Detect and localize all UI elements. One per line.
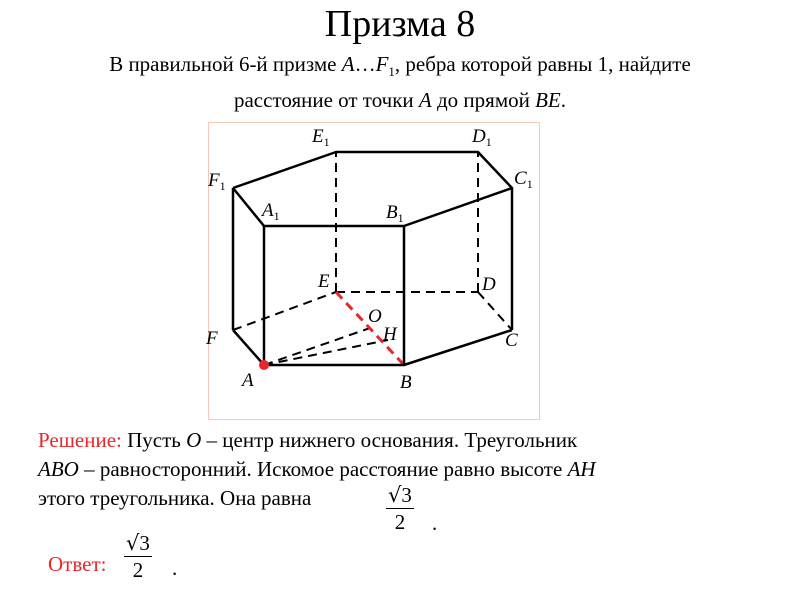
label-e: E bbox=[318, 271, 330, 292]
answer-end: . bbox=[172, 556, 178, 580]
label-h: H bbox=[383, 324, 397, 345]
label-e1: $E_1$ bbox=[312, 126, 330, 149]
label-f1: $F_1$ bbox=[208, 170, 226, 193]
solution-var-o: O bbox=[186, 428, 202, 452]
solution-fraction: $\frac{√3}{2}$ bbox=[388, 483, 412, 534]
solution-var-abo: ABO bbox=[38, 457, 79, 481]
solution-t1: Пусть bbox=[121, 428, 187, 452]
problem-text-end: . bbox=[560, 88, 567, 113]
edge-d-c bbox=[478, 292, 512, 330]
problem-point-a: A bbox=[418, 88, 432, 113]
solution-t2: – центр нижнего основания. Треугольник bbox=[201, 428, 578, 452]
solution-frac-den: 2 bbox=[394, 510, 406, 534]
bottom-front bbox=[233, 330, 512, 365]
problem-line-be: BE bbox=[535, 88, 561, 113]
answer-label: Ответ: bbox=[48, 552, 107, 576]
problem-text-mid: до прямой bbox=[431, 88, 536, 113]
point-a-marker bbox=[259, 360, 269, 370]
solution-var-ah: AH bbox=[567, 457, 596, 481]
solution-frac-end: . bbox=[432, 511, 438, 535]
label-a: A bbox=[242, 370, 254, 391]
problem-text-part1: В правильной 6-й призме bbox=[109, 52, 342, 76]
label-b1: $B_1$ bbox=[386, 202, 404, 225]
problem-text-part2: , ребра которой равны 1, найдите bbox=[394, 52, 691, 76]
answer-frac-num: 3 bbox=[139, 531, 150, 555]
problem-ellipsis: … bbox=[354, 52, 376, 76]
label-o: O bbox=[368, 306, 382, 327]
label-d1: $D_1$ bbox=[472, 126, 492, 149]
slide-title: Призма 8 bbox=[324, 3, 476, 45]
label-f: F bbox=[206, 328, 218, 349]
answer-frac-den: 2 bbox=[132, 558, 144, 582]
label-a1: $A_1$ bbox=[262, 200, 280, 223]
answer bbox=[48, 552, 106, 577]
solution-t3: – равносторонний. Искомое расстояние равно высоте bbox=[78, 457, 568, 481]
problem-var-a: A bbox=[341, 52, 355, 76]
problem-text-line2: расстояние от точки bbox=[233, 88, 419, 113]
solution-frac-num: 3 bbox=[401, 483, 412, 507]
label-c1: $C_1$ bbox=[514, 168, 533, 191]
label-b: B bbox=[400, 372, 412, 393]
label-d: D bbox=[482, 274, 496, 295]
problem-var-f: F bbox=[375, 52, 389, 76]
edge-f-e bbox=[233, 292, 336, 330]
label-c: C bbox=[505, 330, 518, 351]
answer-fraction: $\frac{√3}{2}$ bbox=[126, 531, 150, 582]
problem-sub: 1 bbox=[388, 64, 395, 80]
solution-label: Решение: bbox=[38, 428, 122, 452]
solution-t4: этого треугольника. Она равна bbox=[38, 486, 312, 510]
